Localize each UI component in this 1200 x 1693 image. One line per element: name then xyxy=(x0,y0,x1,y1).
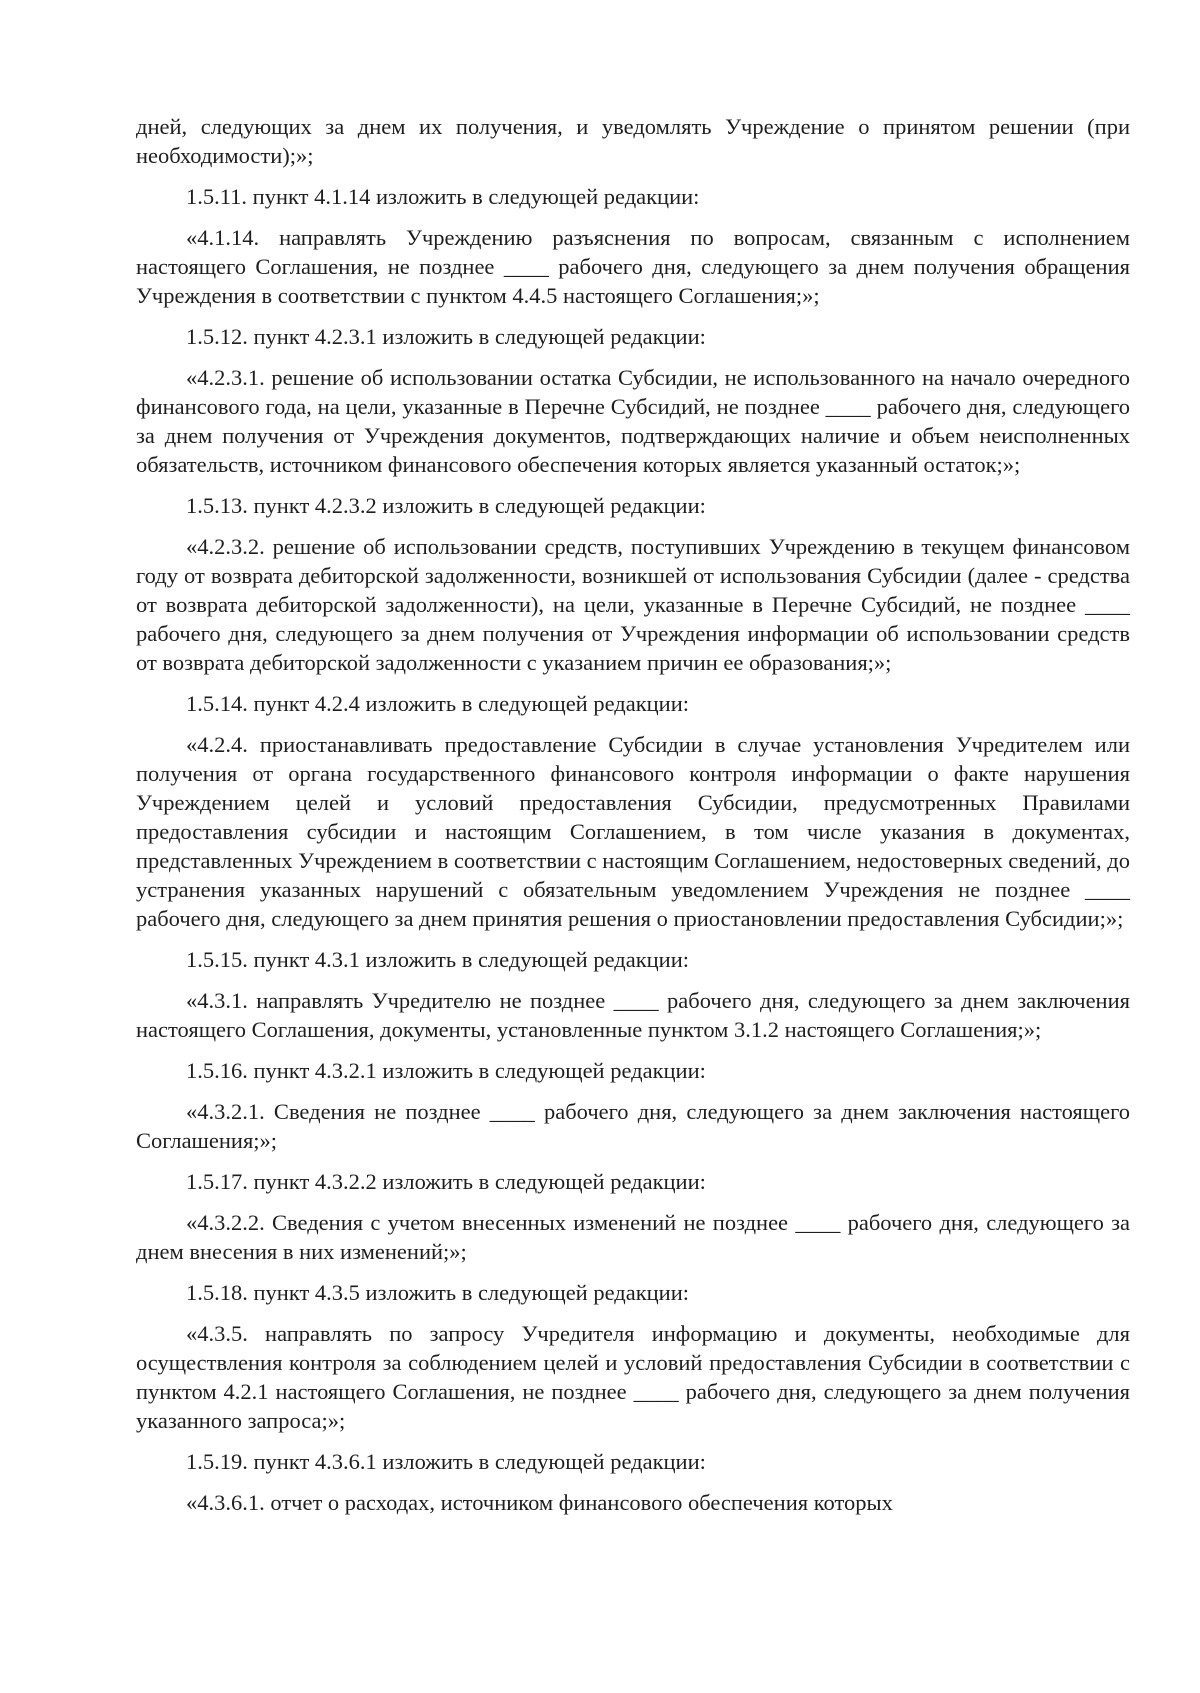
clause-heading-1-5-19: 1.5.19. пункт 4.3.6.1 изложить в следующей редакции: xyxy=(186,1449,706,1474)
clause-heading-1-5-12: 1.5.12. пункт 4.2.3.1 изложить в следующей редакции: xyxy=(186,324,706,349)
clause-text-4-3-6-1: «4.3.6.1. отчет о расходах, источником финансового обеспечения которых xyxy=(186,1490,893,1515)
document-body xyxy=(136,112,1130,1529)
clause-text-4-3-5: «4.3.5. направлять по запросу Учредителя информацию и документы, необходимые для осуществления контроля за соблюдением целей и условий предоставления Субсидии в соответствии с пунктом 4.2.1 настоящего Соглашения, не позднее ____ рабочего дня, следующего за днем получения указанного запроса;»; xyxy=(136,1321,1130,1433)
clause-text-4-3-2-2: «4.3.2.2. Сведения с учетом внесенных изменений не позднее ____ рабочего дня, следующего за днем внесения в них изменений;»; xyxy=(136,1210,1130,1264)
clause-text-4-2-3-1: «4.2.3.1. решение об использовании остатка Субсидии, не использованного на начало очередного финансового года, на цели, указанные в Перечне Субсидий, не позднее ____ рабочего дня, следующего за днем получения от Учреждения документов, подтверждающих наличие и объем неисполненных обязательств, источником финансового обеспечения которых является указанный остаток;»; xyxy=(136,365,1130,477)
clause-heading-1-5-16: 1.5.16. пункт 4.3.2.1 изложить в следующей редакции: xyxy=(186,1058,706,1083)
clause-heading-1-5-14: 1.5.14. пункт 4.2.4 изложить в следующей редакции: xyxy=(186,691,690,716)
clause-text-4-2-4: «4.2.4. приостанавливать предоставление Субсидии в случае установления Учредителем или получения от органа государственного финансового контроля информации о факте нарушения Учреждением целей и условий предоставления Субсидии, предусмотренных Правилами предоставления субсидии и настоящим Соглашением, в том числе указания в документах, представленных Учреждением в соответствии с настоящим Соглашением, недостоверных сведений, до устранения указанных нарушений с обязательным уведомлением Учреждения не позднее ____ рабочего дня, следующего за днем принятия решения о приостановлении предоставления Субсидии;»; xyxy=(136,732,1130,931)
clause-heading-1-5-17: 1.5.17. пункт 4.3.2.2 изложить в следующей редакции: xyxy=(186,1169,706,1194)
clause-heading-1-5-11: 1.5.11. пункт 4.1.14 изложить в следующей редакции: xyxy=(186,184,700,209)
clause-text-4-3-2-1: «4.3.2.1. Сведения не позднее ____ рабочего дня, следующего за днем заключения настоящего Соглашения;»; xyxy=(136,1099,1130,1153)
clause-text-4-3-1: «4.3.1. направлять Учредителю не позднее ____ рабочего дня, следующего за днем заключения настоящего Соглашения, документы, установленные пунктом 3.1.2 настоящего Соглашения;»; xyxy=(136,988,1130,1042)
clause-text-4-1-14: «4.1.14. направлять Учреждению разъяснения по вопросам, связанным с исполнением настоящего Соглашения, не позднее ____ рабочего дня, следующего за днем получения обращения Учреждения в соответствии с пунктом 4.4.5 настоящего Соглашения;»; xyxy=(136,225,1130,308)
paragraph-continuation: дней, следующих за днем их получения, и уведомлять Учреждение о принятом решении (при необходимости);»; xyxy=(136,114,1130,168)
clause-heading-1-5-13: 1.5.13. пункт 4.2.3.2 изложить в следующей редакции: xyxy=(186,493,706,518)
clause-text-4-2-3-2: «4.2.3.2. решение об использовании средств, поступивших Учреждению в текущем финансовом году от возврата дебиторской задолженности, возникшей от использования Субсидии (далее - средства от возврата дебиторской задолженности), на цели, указанные в Перечне Субсидий, не позднее ____ рабочего дня, следующего за днем получения от Учреждения информации об использовании средств от возврата дебиторской задолженности с указанием причин ее образования;»; xyxy=(136,534,1130,675)
clause-heading-1-5-18: 1.5.18. пункт 4.3.5 изложить в следующей редакции: xyxy=(186,1280,690,1305)
clause-heading-1-5-15: 1.5.15. пункт 4.3.1 изложить в следующей редакции: xyxy=(186,947,690,972)
